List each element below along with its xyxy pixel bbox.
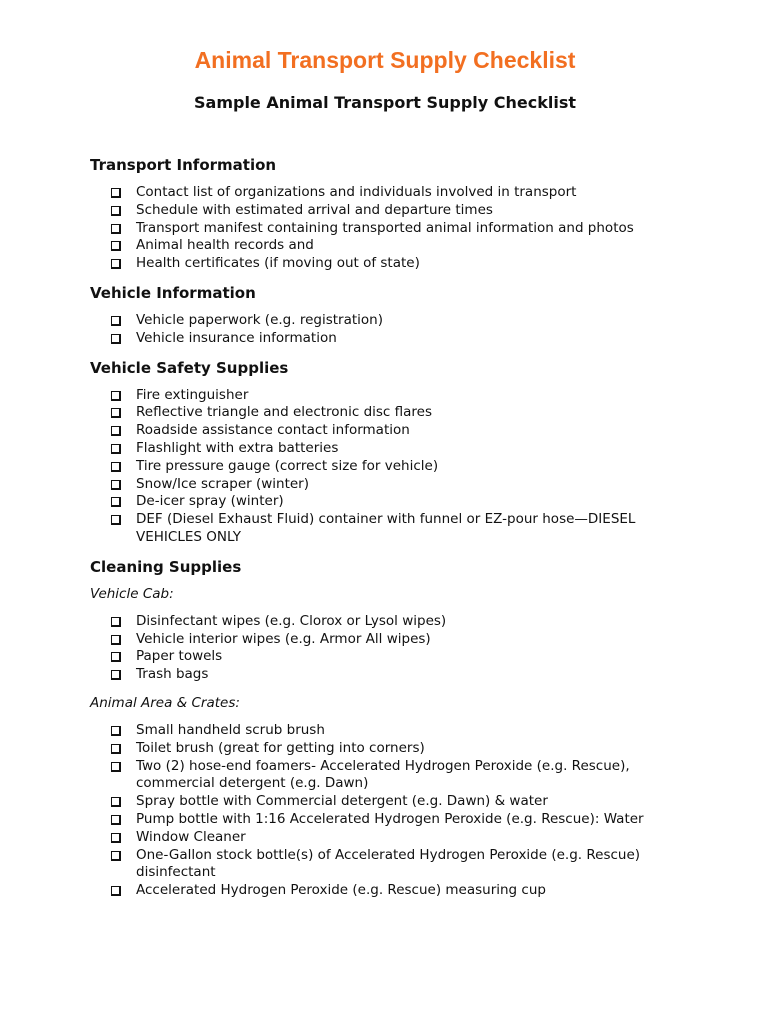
animal-area-list (90, 722, 690, 900)
checklist-item[interactable] (108, 666, 690, 684)
checkbox-icon[interactable] (111, 797, 121, 807)
checkbox-icon[interactable] (111, 851, 121, 861)
checkbox-icon[interactable] (111, 497, 121, 507)
checklist-item-label: Accelerated Hydrogen Peroxide (e.g. Rescue) measuring cup (136, 882, 546, 899)
section-heading-vehicle-information: Vehicle Information (90, 283, 256, 302)
checklist-item-label: Vehicle interior wipes (e.g. Armor All wipes) (136, 630, 431, 647)
checklist-item[interactable] (108, 511, 690, 547)
checklist-item[interactable] (108, 648, 690, 666)
checklist-item-label: Schedule with estimated arrival and departure times (136, 201, 493, 218)
checkbox-icon[interactable] (111, 334, 121, 344)
checklist-item-label: Pump bottle with 1:16 Accelerated Hydrogen Peroxide (e.g. Rescue): Water (136, 810, 644, 827)
checkbox-icon[interactable] (111, 744, 121, 754)
checklist-item[interactable] (108, 493, 690, 511)
checklist-item-label: Tire pressure gauge (correct size for vehicle) (136, 457, 439, 474)
checklist-item-label: Transport manifest containing transported animal information and photos (136, 219, 634, 236)
section-heading-cleaning-supplies: Cleaning Supplies (90, 557, 242, 576)
vehicle-cab-list (90, 613, 690, 684)
checklist-item[interactable] (108, 312, 690, 330)
checklist-item[interactable] (108, 722, 690, 740)
checkbox-icon[interactable] (111, 444, 121, 454)
checklist-item[interactable] (108, 740, 690, 758)
checkbox-icon[interactable] (111, 886, 121, 896)
checkbox-icon[interactable] (111, 408, 121, 418)
checkbox-icon[interactable] (111, 670, 121, 680)
checklist-item-label: Fire extinguisher (136, 386, 249, 403)
checklist-item-label: Small handheld scrub brush (136, 721, 325, 738)
checklist-item-label: Snow/Ice scraper (winter) (136, 475, 310, 492)
checklist-item-label: Roadside assistance contact information (136, 422, 410, 439)
checklist-item-label: Reflective triangle and electronic disc flares (136, 404, 433, 421)
checklist-item-label: Animal health records and (136, 237, 314, 254)
checklist-item-label: Two (2) hose-end foamers- Accelerated Hydrogen Peroxide (e.g. Rescue), commercial detergent (e.g. Dawn) (136, 757, 630, 792)
checkbox-icon[interactable] (111, 391, 121, 401)
checklist-content (90, 155, 690, 900)
document-title: Animal Transport Supply Checklist (194, 47, 576, 73)
section-heading-transport-information: Transport Information (90, 156, 277, 174)
checklist-item[interactable] (108, 237, 690, 255)
subheading-vehicle-cab: Vehicle Cab: (90, 585, 174, 602)
checklist-item-label: Vehicle insurance information (136, 329, 337, 346)
checklist-item-label: Vehicle paperwork (e.g. registration) (136, 311, 383, 328)
checklist-item-label: Flashlight with extra batteries (136, 439, 339, 456)
subheading-animal-area-crates: Animal Area & Crates: (90, 694, 240, 711)
checkbox-icon[interactable] (111, 480, 121, 490)
checklist-item[interactable] (108, 202, 690, 220)
checkbox-icon[interactable] (111, 515, 121, 525)
checklist-item[interactable] (108, 758, 690, 794)
checkbox-icon[interactable] (111, 259, 121, 269)
checklist-item-label: Disinfectant wipes (e.g. Clorox or Lysol wipes) (136, 612, 447, 629)
checklist-item[interactable] (108, 184, 690, 202)
checklist-item[interactable] (108, 793, 690, 811)
checklist-item[interactable] (108, 811, 690, 829)
checkbox-icon[interactable] (111, 726, 121, 736)
checkbox-icon[interactable] (111, 206, 121, 216)
checklist-item[interactable] (108, 220, 690, 238)
transport-information-list (90, 184, 690, 273)
checkbox-icon[interactable] (111, 241, 121, 251)
checklist-item[interactable] (108, 847, 690, 883)
checklist-item-label: Toilet brush (great for getting into corners) (136, 739, 425, 756)
checklist-item-label: One-Gallon stock bottle(s) of Accelerated Hydrogen Peroxide (e.g. Rescue) disinfectant (136, 846, 641, 881)
checklist-item[interactable] (108, 476, 690, 494)
checkbox-icon[interactable] (111, 762, 121, 772)
checklist-item[interactable] (108, 458, 690, 476)
checkbox-icon[interactable] (111, 188, 121, 198)
checklist-item[interactable] (108, 422, 690, 440)
checklist-item-label: De-icer spray (winter) (136, 493, 284, 510)
checklist-item-label: Paper towels (136, 648, 223, 665)
checkbox-icon[interactable] (111, 815, 121, 825)
checklist-item-label: Contact list of organizations and individuals involved in transport (136, 184, 577, 200)
checklist-item[interactable] (108, 255, 690, 273)
checklist-item[interactable] (108, 404, 690, 422)
checklist-item-label: DEF (Diesel Exhaust Fluid) container with funnel or EZ-pour hose—DIESEL VEHICLES ONLY (136, 511, 636, 545)
checkbox-icon[interactable] (111, 635, 121, 645)
checkbox-icon[interactable] (111, 462, 121, 472)
checkbox-icon[interactable] (111, 617, 121, 627)
checkbox-icon[interactable] (111, 652, 121, 662)
checklist-item[interactable] (108, 387, 690, 405)
checklist-item[interactable] (108, 440, 690, 458)
checkbox-icon[interactable] (111, 224, 121, 234)
checklist-item[interactable] (108, 882, 690, 900)
checklist-item[interactable] (108, 631, 690, 649)
checklist-item[interactable] (108, 613, 690, 631)
vehicle-safety-supplies-list (90, 387, 690, 547)
checklist-item-label: Spray bottle with Commercial detergent (e.g. Dawn) & water (136, 793, 548, 810)
checklist-item[interactable] (108, 829, 690, 847)
section-heading-vehicle-safety-supplies: Vehicle Safety Supplies (90, 358, 289, 377)
checkbox-icon[interactable] (111, 833, 121, 843)
checklist-item-label: Trash bags (136, 666, 209, 683)
vehicle-information-list (90, 312, 690, 348)
checklist-item[interactable] (108, 330, 690, 348)
checklist-item-label: Health certificates (if moving out of state) (136, 255, 420, 272)
checkbox-icon[interactable] (111, 426, 121, 436)
checklist-item-label: Window Cleaner (136, 828, 246, 845)
document-subtitle: Sample Animal Transport Supply Checklist (194, 93, 576, 112)
checkbox-icon[interactable] (111, 316, 121, 326)
